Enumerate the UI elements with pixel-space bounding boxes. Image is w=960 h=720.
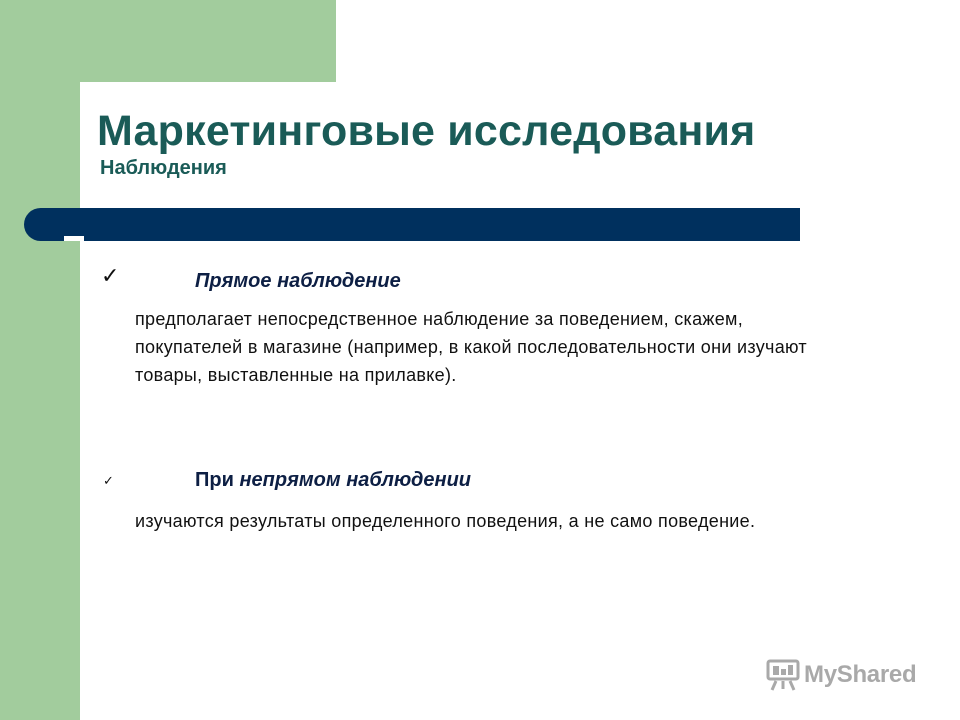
item-heading-indirect-plain: При bbox=[195, 469, 234, 491]
item-text-indirect: изучаются результаты определенного поведения, а не само поведение. bbox=[135, 511, 756, 531]
item-heading-indirect-italic: непрямом наблюдении bbox=[239, 469, 472, 491]
navy-divider-bar bbox=[24, 208, 800, 241]
item-heading-indirect bbox=[195, 469, 471, 492]
item-heading-direct: Прямое наблюдение bbox=[195, 270, 401, 292]
slide-title: Маркетинговые исследования bbox=[97, 107, 756, 155]
presentation-board-icon bbox=[766, 659, 800, 691]
item-text-direct: предполагает непосредственное наблюдение за поведением, скажем, покупателей в магазине (например, в какой последовательности они изучают товары, выставленные на прилавке). bbox=[135, 309, 807, 385]
title-block bbox=[97, 108, 755, 180]
checkmark-icon: ✓ bbox=[103, 474, 114, 489]
green-decor-left bbox=[0, 0, 80, 720]
watermark-logo bbox=[766, 657, 916, 693]
checkmark-icon: ✓ bbox=[101, 264, 120, 289]
watermark-text: MyShared bbox=[804, 661, 917, 688]
bar-notch bbox=[64, 236, 84, 241]
slide-subtitle: Наблюдения bbox=[100, 157, 227, 180]
